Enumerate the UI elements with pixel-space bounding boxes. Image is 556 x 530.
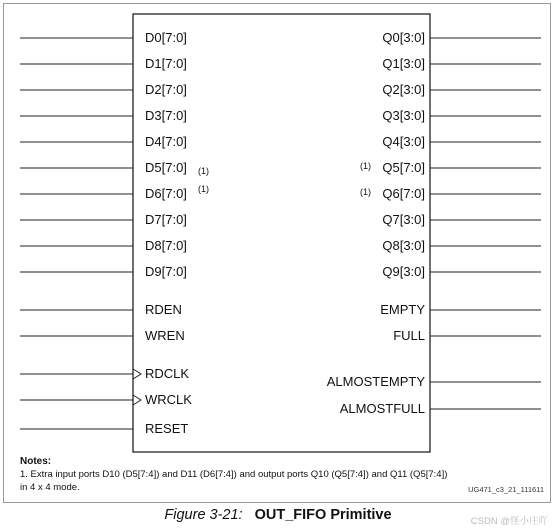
pin-d0-label: D0[7:0] bbox=[145, 30, 187, 45]
input-pin-lines bbox=[20, 38, 141, 429]
pin-almostempty-label: ALMOSTEMPTY bbox=[326, 374, 425, 389]
clock-input-marker bbox=[133, 395, 141, 405]
pin-rdclk-label: RDCLK bbox=[145, 366, 190, 381]
pin-q9-label: Q9[3:0] bbox=[382, 264, 425, 279]
pin-d3-label: D3[7:0] bbox=[145, 108, 187, 123]
pin-d5-label: D5[7:0] bbox=[145, 160, 187, 175]
notes-text: 1. Extra input ports D10 (D5[7:4]) and D11 (D6[7:4]) and output ports Q10 (Q5[7:4]) and Q11 (Q5[7:4]) in 4 x 4 mode. bbox=[20, 469, 448, 493]
notes-title: Notes: bbox=[20, 456, 52, 467]
figure-id: UG471_c3_21_111611 bbox=[468, 485, 544, 494]
pin-almostfull-label: ALMOSTFULL bbox=[339, 401, 425, 416]
pin-q5-label: Q5[7:0] bbox=[382, 160, 425, 175]
pin-d9-label: D9[7:0] bbox=[145, 264, 187, 279]
pin-wrclk-label: WRCLK bbox=[145, 392, 192, 407]
pin-q1-label: Q1[3:0] bbox=[382, 56, 425, 71]
figure-number: Figure 3-21: bbox=[164, 507, 243, 523]
pin-q3-label: Q3[3:0] bbox=[382, 108, 425, 123]
pin-d4-label: D4[7:0] bbox=[145, 134, 187, 149]
footnote-marker-d5: (1) bbox=[198, 166, 209, 176]
pin-d7-label: D7[7:0] bbox=[145, 212, 187, 227]
pin-d1-label: D1[7:0] bbox=[145, 56, 187, 71]
footnote-marker-d6: (1) bbox=[198, 184, 209, 194]
pin-q7-label: Q7[3:0] bbox=[382, 212, 425, 227]
pin-q6-label: Q6[7:0] bbox=[382, 186, 425, 201]
pin-empty-label: EMPTY bbox=[380, 302, 425, 317]
pin-q2-label: Q2[3:0] bbox=[382, 82, 425, 97]
footnote-marker-q6: (1) bbox=[360, 187, 371, 197]
pin-rden-label: RDEN bbox=[145, 302, 182, 317]
output-pin-lines bbox=[430, 38, 541, 409]
pin-reset-label: RESET bbox=[145, 421, 189, 436]
pin-d8-label: D8[7:0] bbox=[145, 238, 187, 253]
pin-wren-label: WREN bbox=[145, 328, 185, 343]
pin-q0-label: Q0[3:0] bbox=[382, 30, 425, 45]
pin-d2-label: D2[7:0] bbox=[145, 82, 187, 97]
footnote-marker-q5: (1) bbox=[360, 161, 371, 171]
clock-input-marker bbox=[133, 369, 141, 379]
figure-title: OUT_FIFO Primitive bbox=[254, 507, 392, 523]
pin-d6-label: D6[7:0] bbox=[145, 186, 187, 201]
pin-q4-label: Q4[3:0] bbox=[382, 134, 425, 149]
watermark: CSDN @怪小庄吖 bbox=[470, 516, 548, 527]
pin-full-label: FULL bbox=[393, 328, 425, 343]
pin-q8-label: Q8[3:0] bbox=[382, 238, 425, 253]
